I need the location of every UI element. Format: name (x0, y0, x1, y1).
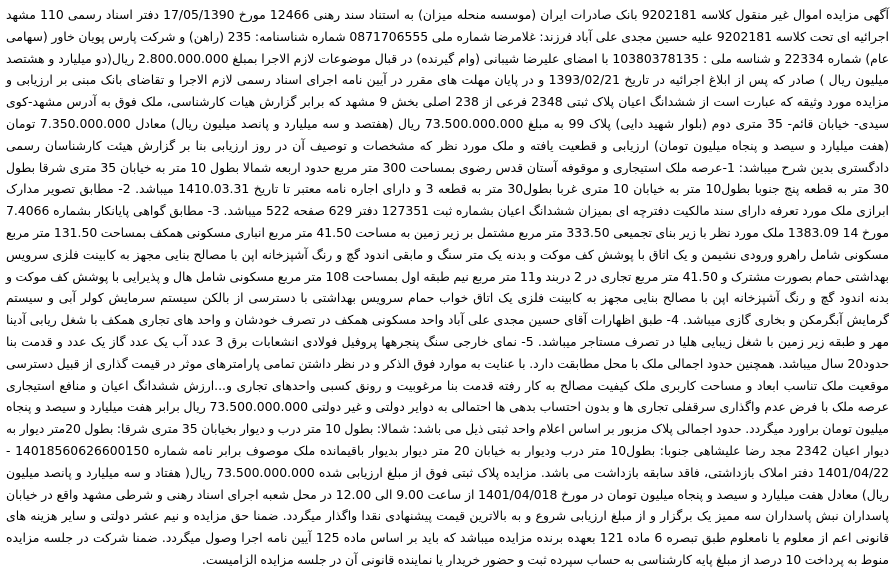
auction-notice-text: آگهی مزایده اموال غیر منقول کلاسه 9202181 بانک صادرات ایران (موسسه منحله میزان) به استناد سند رهنی 12466 مورخ 17/05/1390 دفتر اسناد رسمی 110 مشهد اجرائیه ای تحت کلاسه 9202181 علیه حسین مجدی علی آباد فرزند: غلامرضا شماره ملی 0871706555 شماره شناسنامه: 235 (راهن) و شرکت پارس پویان خاور (سهامی عام) شماره 22334 و شناسه ملی : 10380378135 با امضای علیرضا شیبانی (وام گیرنده) در قبال موضوعات لازم الاجرا بمبلغ 2.800.000.000 ریال(دو میلیارد و هشتصد میلیون ریال ) صادر که پس از ابلاغ اجرائیه در تاریخ 1393/02/21 و در پایان مهلت های مقرر در آیین نامه اجرای اسناد رسمی لازم الاجرا و تقاضای بانک مبنی بر ارزیابی و مزایده مورد وثیقه که عبارت است از ششدانگ اعیان پلاک ثبتی 2348 فرعی از 238 اصلی بخش 9 مشهد که برابر گزارش هیات کارشناسی، ملک فوق به آدرس مشهد-کوی سیدی- خیابان قائم- 35 متری دوم (بلوار شهید دایی) پلاک 99 به مبلغ 73.500.000.000 ریال (هفتصد و سه میلیارد و پانصد میلیون ریال) معادل 7.350.000.000 تومان (هفت میلیارد و سیصد و پنجاه میلیون تومان) ارزیابی و قطعیت یافته و ملک مورد نظر که مشخصات و توصیف آن در روز ارزیابی بنا بر گزارش هیئت کارشناسان رسمی دادگستری بدین شرح میباشد: 1-عرصه ملک استیجاری و موقوفه آستان قدس رضوی بمساحت 300 متر مربع حدود اربعه شمالا بطول 10 متر به خیابان 35 متری شرقا بطول 30 متر به قطعه پنج جنوبا بطول10 متر به خیابان 10 متری غربا بطول30 متر به قطعه 3 و دارای اجاره نامه معتبر تا تاریخ 1410.03.31 میباشد. 2- مطابق تصویر مدارک ابرازی ملک مورد تعرفه دارای سند مالکیت دفترچه ای بمیزان ششدانگ اعیان بشماره ثبت 127351 دفتر 629 صفحه 522 میباشد. 3- مطابق گواهی پایانکار بشماره 7.4066 مورخ 14 1383.09 ملک مورد نظر با زیر بنای تجمیعی 333.50 متر مربع مشتمل بر زیر زمین به مساحت 41.50 متر مربع انباری مسکونی همکف بمساحت 131.50 متر مربع مسکونی شامل راهرو ورودی نشیمن و یک اتاق با پوشش کف موکت و بدنه یک متر سنگ و مابقی اندود گچ و رنگ آشپزخانه اپن با مصالح بنایی مجهز به کابینت فلزی سرویس بهداشتی حمام بصورت مشترک و 41.50 متر مربع تجاری در 2 دربند و11 متر مربع نیم طبقه اول بمساحت 108 متر مربع مسکونی شامل هال و پذیرایی با پوشش کف موکت و بدنه اندود گچ و رنگ آشپزخانه اپن با مصالح بنایی مجهز به کابینت فلزی یک اتاق خواب حمام سرویس بهداشتی با دسترسی از بالکن سیستم سرمایش کولر آبی و سیستم گرمایش آبگرمکن و بخاری گازی میباشد. 4- طبق اظهارات آقای حسین مجدی علی آباد واحد مسکونی همکف در تصرف خودشان و واحد های تجاری همکف با شغل ریابی آدینا مهر و طبقه زیر زمین با شغل زیبایی هلیا در تصرف مستاجر میباشد. 5- نمای خارجی سنگ پنجرهها پروفیل فولادی انشعابات برق 3 عدد آب یک عدد گاز یک عدد و قدمت بنا حدود20 سال میباشد. همچنین حدود اجمالی ملک با محل مطابقت دارد. با عنایت به موارد فوق الذکر و در نظر داشتن تمامی پارامترهای موثر در قیمت گذاری از قبیل دسترسی موقعیت ملک تناسب ابعاد و مساحت کاربری ملک کیفیت مصالح به کار رفته قدمت بنا مرغوبیت و رونق کسبی واحدهای تجاری و...ارزش ششدانگ اعیان و منافع استیجاری عرصه ملک با فرض عدم واگذاری سرقفلی تجاری ها و بدون احتساب بدهی ها احتمالی به دوایر دولتی و غیر دولتی 73.500.000.000 ریال برابر هفت میلیارد و سیصد و پنجاه میلیون تومان براورد میگردد. حدود اجمالی پلاک مزبور بر اساس اعلام واحد ثبتی ذیل می باشد: شمالا: بطول 10 متر درب و دیوار بخیابان 35 متری شرقا: بطول 20متر دیوار به دیوار اعیان 2342 مجد رضا علیشاهی جنوبا: بطول10 متر درب ودیوار به خیابان 20 متر دیوار بدیوار باقیمانده ملک موصوف برابر نامه شماره 14018560626600150 - 1401/04/22 دفتر املاک بازداشتی، فاقد سابقه بازداشت می باشد. مزایده پلاک ثبتی فوق از مبلغ ارزیابی شده 73.500.000.000 ریال( هفتاد و سه میلیارد و پانصد میلیون ریال) معادل هفت میلیارد و سیصد و پنجاه میلیون تومان در مورخ 1401/04/018 از ساعت 9.00 الی 12.00 در محل شعبه اجرای اسناد رهنی و شرطی مشهد واقع در خیابان پاسداران نبش پاسداران سه ممیز یک برگزار و از مبلغ ارزیابی شروع و به بالاترین قیمت پیشنهادی نقدا واگذار میگردد. ضمنا حق مزایده و نیم عشر دولتی و سایر هزینه های قانونی اعم از معلوم یا نامعلوم طبق تبصره 6 ماده 121 بعهده برنده مزایده میباشد که باید بر اساس ماده 125 آیین نامه اجرا وصول میگردد. ضمنا شرکت در جلسه مزایده منوط به پرداخت 10 درصد از مبلغ پایه کارشناسی به حساب سپرده ثبت و حضور خریدار یا نماینده قانونی آن در جلسه مزایده الزامیست. (6, 7, 890, 567)
